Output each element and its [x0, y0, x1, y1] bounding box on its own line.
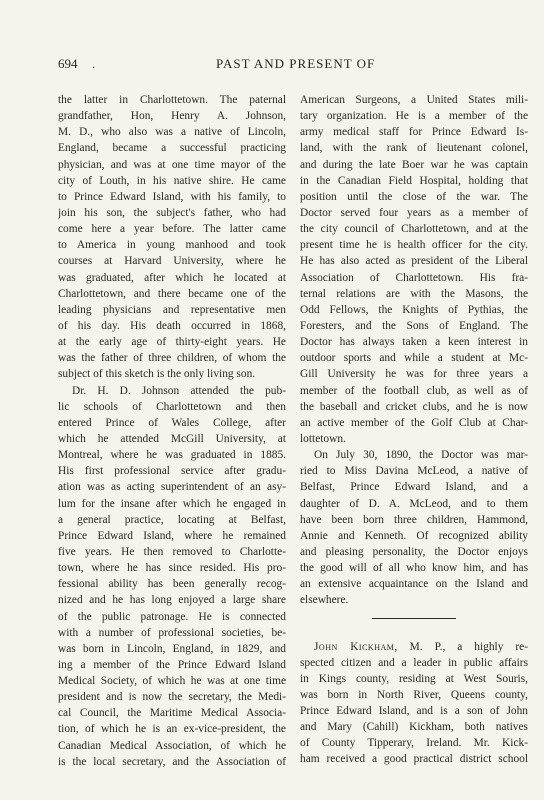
text-line: was the father of three children, of whom the	[58, 352, 286, 365]
text-line: with a number of professional societies, be-	[58, 626, 286, 639]
text-line: an extensive acquaintance on the Island and	[300, 578, 528, 591]
text-line: president and is now the secretary, the Medi-	[58, 691, 286, 704]
text-line: come here a year before. The latter came	[58, 223, 286, 236]
text-line: nized and he has long enjoyed a large share	[58, 594, 286, 607]
text-line: which he attended McGill University, at	[58, 432, 286, 445]
paragraph-kickham	[300, 639, 528, 768]
text-line: to Prince Edward Island, with his family, to	[58, 190, 286, 203]
text-line: army medical staff for Prince Edward Is-	[300, 126, 528, 139]
text-line: Association of Charlottetown. His fra-	[300, 271, 528, 284]
page-header	[0, 56, 544, 76]
text-line: ham received a good practical district school	[300, 753, 528, 766]
text-line: lottetown.	[300, 432, 346, 445]
text-line: entered Prince of Wales College, after	[58, 416, 286, 429]
text-line: to America in young manhood and took	[58, 239, 286, 252]
text-line: tion, of which he is an ex-vice-president, the	[58, 723, 286, 736]
text-line: leading physicians and representative men	[58, 303, 286, 316]
text-line: ation was as acting superintendent of an asy-	[58, 481, 286, 494]
text-line: England, became a successful practicing	[58, 142, 286, 155]
text-line: the city council of Charlottetown, and at the	[300, 223, 528, 236]
text-line: Canadian Medical Association, of which he	[58, 739, 286, 752]
text-line: is the local secretary, and the Association of	[58, 755, 286, 768]
text-line: Doctor has always taken a keen interest in	[300, 336, 528, 349]
text-line: at the early age of thirty-eight years. He	[58, 336, 286, 349]
text-line: lic schools of Charlottetown and then	[58, 400, 286, 413]
text-line: Prince Edward Island, and is a son of John	[300, 705, 528, 718]
running-head: PAST AND PRESENT OF	[216, 56, 376, 71]
text-line: M. D., who also was a native of Lincoln,	[58, 126, 286, 139]
text-line: Medical Society, of which he was at one time	[58, 675, 286, 688]
text-line: and pleasing personality, the Doctor enjoys	[300, 545, 528, 558]
text-line: land, with the rank of lieutenant colonel,	[300, 142, 528, 155]
text-line: On July 30, 1890, the Doctor was mar-	[314, 449, 528, 462]
text-line	[300, 639, 528, 655]
text-line: in the Canadian Field Hospital, holding that	[300, 174, 528, 187]
page-number: 694	[58, 56, 78, 71]
paragraph-doctor-marriage	[300, 447, 528, 608]
text-line: city of Louth, in his native shire. He came	[58, 174, 286, 187]
subject-name: John Kickham,	[314, 640, 398, 653]
text-line: Prince Edward Island, where he remained	[58, 529, 286, 542]
text-line: present time he is health officer for the city.	[300, 239, 528, 252]
text-line: was born in North River, Queens county,	[300, 688, 528, 701]
lead-text: M. P., a highly re-	[397, 640, 528, 653]
text-line: Odd Fellows, the Knights of Pythias, the	[300, 303, 528, 316]
text-line: and during the late Boer war he was captain	[300, 158, 528, 171]
text-line: and Mary (Cahill) Kickham, both natives	[300, 721, 528, 734]
text-line: Charlottetown, and there became one of the	[58, 287, 286, 300]
text-line: the latter in Charlottetown. The paternal	[58, 94, 286, 106]
text-line: of the public patronage. He is connected	[58, 610, 286, 623]
text-line: elsewhere.	[300, 594, 349, 607]
text-line: Annie and Kenneth. Of recognized ability	[300, 529, 528, 542]
text-line: outdoor sports and while a student at Mc-	[300, 352, 528, 365]
text-line: ternal relations are with the Masons, the	[300, 287, 528, 300]
text-line: an active member of the Golf Club at Char-	[300, 416, 528, 429]
text-line: of County Tipperary, Ireland. Mr. Kick-	[300, 737, 528, 750]
text-line: the baseball and cricket clubs, and he is now	[300, 400, 528, 413]
text-line: physician, and was at one time mayor of the	[58, 158, 286, 171]
text-line: town, where he has since resided. His pro-	[58, 562, 286, 575]
text-line: ried to Miss Davina McLeod, a native of	[300, 465, 528, 478]
text-line: tary organization. He is a member of the	[300, 110, 528, 123]
text-line: fessional ability has been generally recog-	[58, 578, 286, 591]
text-line: join his son, the subject's father, who had	[58, 206, 286, 219]
text-line: the good will of all who know him, and has	[300, 562, 528, 575]
text-line: grandfather, Hon, Henry A. Johnson,	[58, 110, 286, 123]
text-line: lum for the insane after which he engaged in	[58, 497, 286, 510]
text-line: have been born three children, Hammond,	[300, 513, 528, 526]
text-line: was graduated, after which he located at	[58, 271, 286, 284]
text-line: was born in Lincoln, England, in 1829, and	[58, 642, 286, 655]
text-line: Foresters, and the Sons of England. The	[300, 319, 528, 332]
text-line: Belfast, Prince Edward Island, and a	[300, 481, 528, 494]
text-line: American Surgeons, a United States mili-	[300, 94, 528, 106]
text-line: daughter of D. A. McLeod, and to them	[300, 497, 528, 510]
text-line: position until the close of the war. The	[300, 190, 528, 203]
text-line: Doctor served four years as a member of	[300, 206, 528, 219]
text-line: five years. He then removed to Charlotte-	[58, 545, 286, 558]
section-divider	[372, 618, 456, 619]
text-line: subject of this sketch is the only living son.	[58, 368, 256, 381]
right-column	[300, 92, 528, 768]
header-mark: .	[92, 56, 96, 71]
paragraph-doctor-career	[300, 92, 528, 447]
text-line: member of the football club, as well as of	[300, 384, 528, 397]
text-line: courses at Harvard University, where he	[58, 255, 286, 268]
text-line: a general practice, locating at Belfast,	[58, 513, 286, 526]
text-line: Montreal, where he was graduated in 1885.	[58, 449, 286, 462]
text-line: His first professional service after gradu-	[58, 465, 286, 478]
text-line: Gill University he was for three years a	[300, 368, 528, 381]
text-line: in Kings county, residing at West Souris,	[300, 672, 528, 685]
left-column	[58, 92, 286, 770]
text-line: of his day. His death occurred in 1868,	[58, 319, 286, 332]
text-line: cal Council, the Maritime Medical Associa-	[58, 707, 286, 720]
text-line: ing a member of the Prince Edward Island	[58, 658, 286, 671]
text-line: Dr. H. D. Johnson attended the pub-	[72, 384, 286, 397]
text-line: He has also acted as president of the Liberal	[300, 255, 528, 268]
text-line: spected citizen and a leader in public affairs	[300, 656, 528, 669]
